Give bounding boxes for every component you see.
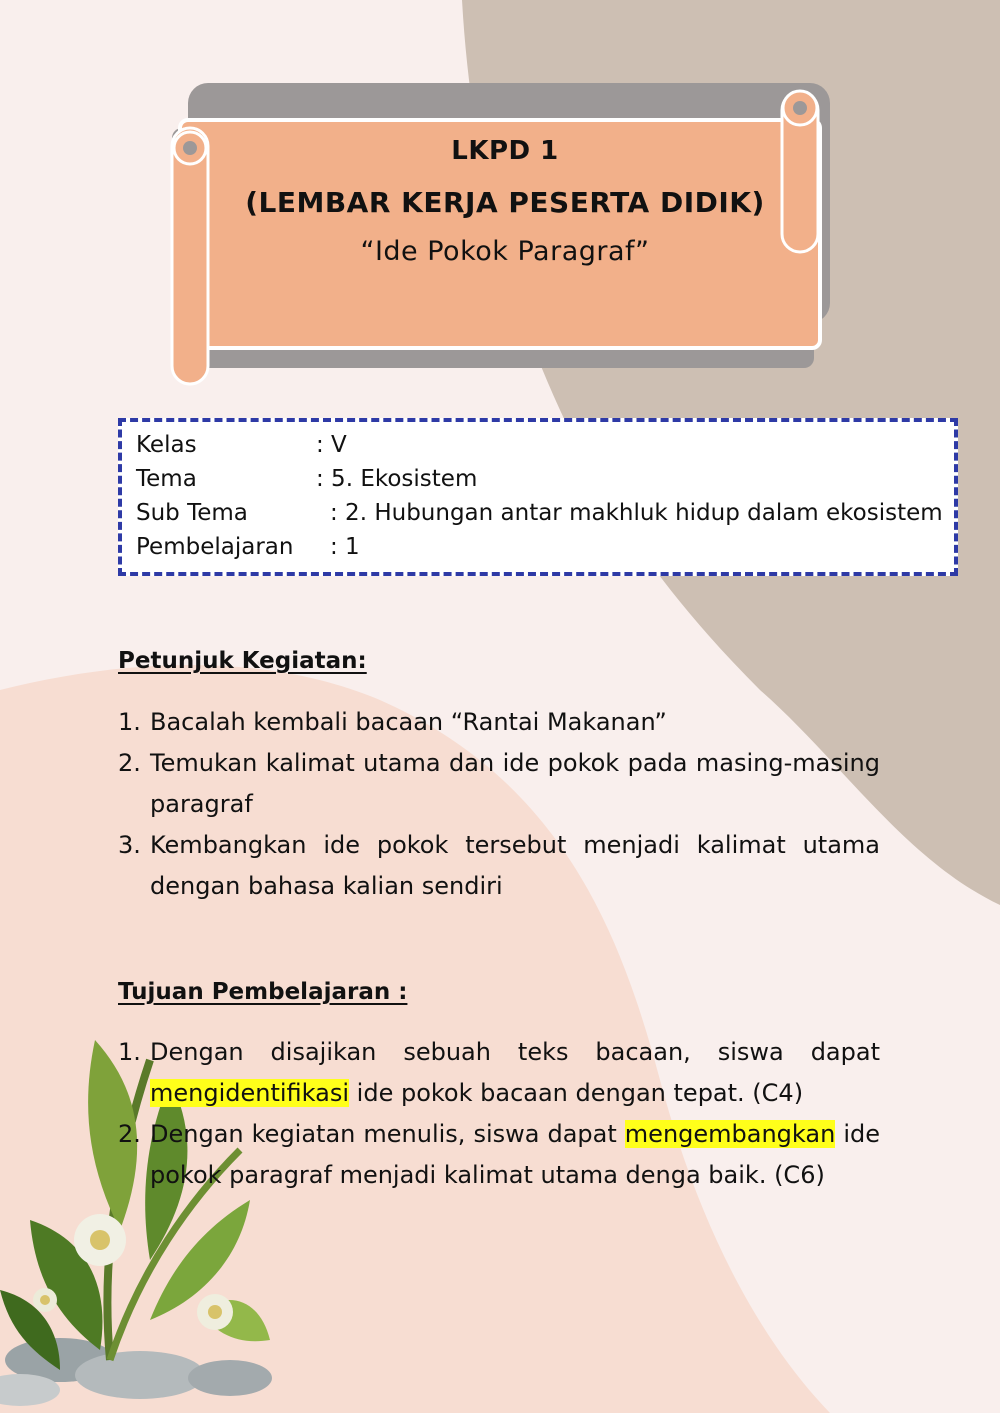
list-text: Dengan kegiatan menulis, siswa dapat xyxy=(150,1120,625,1148)
list-item xyxy=(118,1032,880,1114)
list-item xyxy=(118,825,880,907)
list-number: 2. xyxy=(118,749,141,777)
list-text: ide pokok paragraf menjadi kalimat utama denga baik. (C6) xyxy=(150,1120,880,1189)
pembelajaran-label: Pembelajaran xyxy=(136,534,294,560)
list-number: 3. xyxy=(118,831,141,859)
petunjuk-heading: Petunjuk Kegiatan: xyxy=(118,648,367,674)
list-text: ide pokok bacaan dengan tepat. (C4) xyxy=(349,1079,804,1107)
list-text: Bacalah kembali bacaan “Rantai Makanan” xyxy=(150,708,667,736)
scroll-banner-graphic xyxy=(172,83,830,384)
list-item xyxy=(118,743,880,825)
subtema-label: Sub Tema xyxy=(136,500,248,526)
info-row-tema xyxy=(136,466,477,492)
pembelajaran-value: : 1 xyxy=(330,534,360,560)
list-number: 1. xyxy=(118,708,141,736)
list-text: Kembangkan ide pokok tersebut menjadi kalimat utama dengan bahasa kalian sendiri xyxy=(150,831,880,900)
highlighted-keyword: mengembangkan xyxy=(624,1120,836,1148)
daisy-flower-3 xyxy=(33,1288,57,1312)
banner-title-lembar-kerja: (LEMBAR KERJA PESERTA DIDIK) xyxy=(245,186,765,219)
tema-value: : 5. Ekosistem xyxy=(316,466,478,492)
daisy-flower-2 xyxy=(197,1294,233,1330)
highlighted-keyword: mengidentifikasi xyxy=(150,1079,350,1107)
list-number: 2. xyxy=(118,1120,141,1148)
info-box xyxy=(118,418,958,576)
list-item xyxy=(118,702,880,743)
info-row-pembelajaran xyxy=(136,534,360,560)
subtema-value: : 2. Hubungan antar makhluk hidup dalam ekosistem xyxy=(330,500,943,526)
banner-title-lkpd: LKPD 1 xyxy=(451,136,559,166)
banner-subtitle: “Ide Pokok Paragraf” xyxy=(360,236,650,267)
info-row-subtema xyxy=(136,500,943,526)
daisy-flower-1 xyxy=(74,1214,126,1266)
tema-label: Tema xyxy=(136,466,197,492)
kelas-value: : V xyxy=(316,432,347,458)
kelas-label: Kelas xyxy=(136,432,197,458)
tujuan-heading: Tujuan Pembelajaran : xyxy=(118,979,408,1005)
list-item xyxy=(118,1114,880,1196)
tujuan-list xyxy=(118,1032,880,1196)
petunjuk-list xyxy=(118,702,880,907)
list-number: 1. xyxy=(118,1038,141,1066)
info-row-kelas xyxy=(136,432,347,458)
list-text: Dengan disajikan sebuah teks bacaan, siswa dapat xyxy=(150,1038,880,1066)
list-text: Temukan kalimat utama dan ide pokok pada masing-masing paragraf xyxy=(150,749,880,818)
